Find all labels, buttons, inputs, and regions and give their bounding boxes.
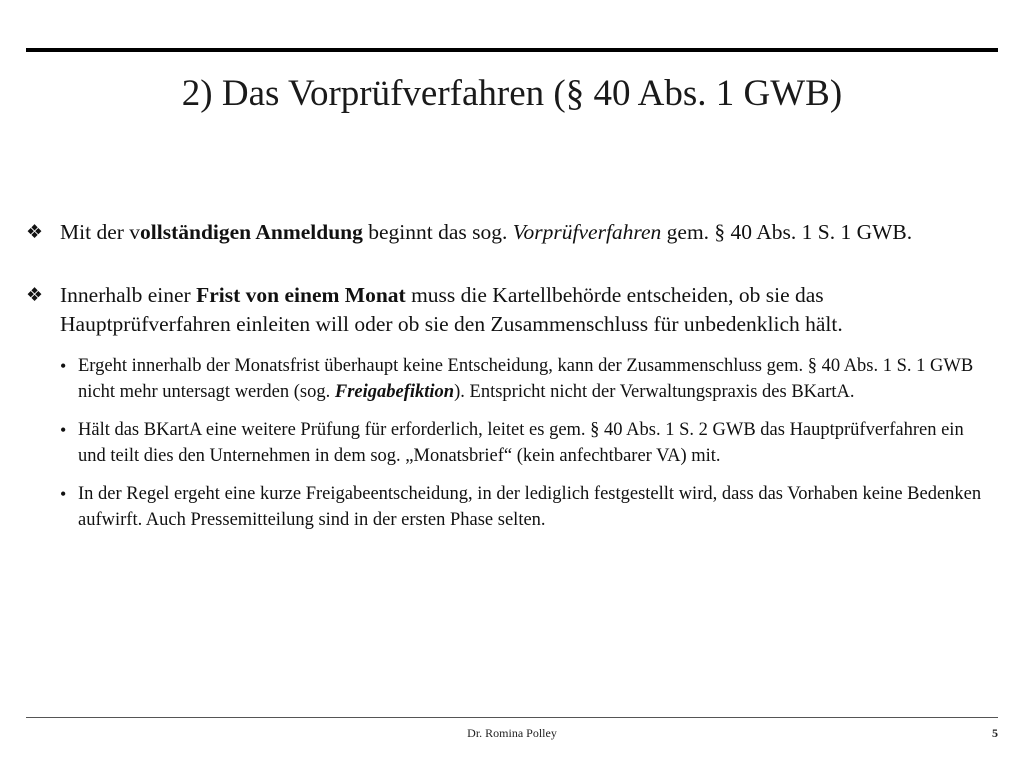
footer-divider [26, 717, 998, 718]
diamond-bullet-icon: ❖ [26, 284, 44, 306]
sub-bullet-3-text: In der Regel ergeht eine kurze Freigabeentscheidung, in der lediglich festgestellt wird, dass das Vorhaben keine Bedenken aufwirft. Auch Pressemitteilung sind in der ersten Phase selten. [78, 484, 982, 530]
bullet-2-text: Innerhalb einer Frist von einem Monat muss die Kartellbehörde entscheiden, ob sie das Hauptprüfverfahren einleiten will oder ob sie den Zusammenschluss für unbedenklich hält. [60, 283, 843, 336]
top-divider [26, 48, 998, 52]
sub-bullet-3 [60, 481, 986, 533]
dot-bullet-icon: • [60, 484, 67, 504]
sub-bullet-1 [60, 353, 986, 405]
footer-author: Dr. Romina Polley [467, 726, 557, 740]
sub-bullet-1-text: Ergeht innerhalb der Monatsfrist überhaupt keine Entscheidung, kann der Zusammenschluss gem. § 40 Abs. 1 S. 1 GWB nicht mehr untersagt werden (sog. Freigabefiktion). Entspricht nicht der Verwaltungspraxis des BKartA. [78, 356, 974, 402]
page-number: 5 [992, 726, 998, 740]
sub-bullet-list [60, 353, 986, 533]
diamond-bullet-icon: ❖ [26, 221, 44, 243]
sub-bullet-2-text: Hält das BKartA eine weitere Prüfung für erforderlich, leitet es gem. § 40 Abs. 1 S. 2 GWB das Hauptprüfverfahren ein und teilt dies den Unternehmen in dem sog. „Monatsbrief“ (kein anfechtbarer VA) mit. [78, 420, 964, 466]
slide-title: 2) Das Vorprüfverfahren (§ 40 Abs. 1 GWB) [181, 73, 843, 114]
sub-bullet-2 [60, 417, 986, 469]
slide-content [26, 218, 986, 545]
bullet-1-text: Mit der vollständigen Anmeldung beginnt das sog. Vorprüfverfahren gem. § 40 Abs. 1 S. 1 GWB. [60, 220, 913, 244]
dot-bullet-icon: • [60, 420, 67, 440]
main-bullet-2 [26, 281, 986, 339]
main-bullet-1 [26, 218, 986, 247]
dot-bullet-icon: • [60, 356, 67, 376]
